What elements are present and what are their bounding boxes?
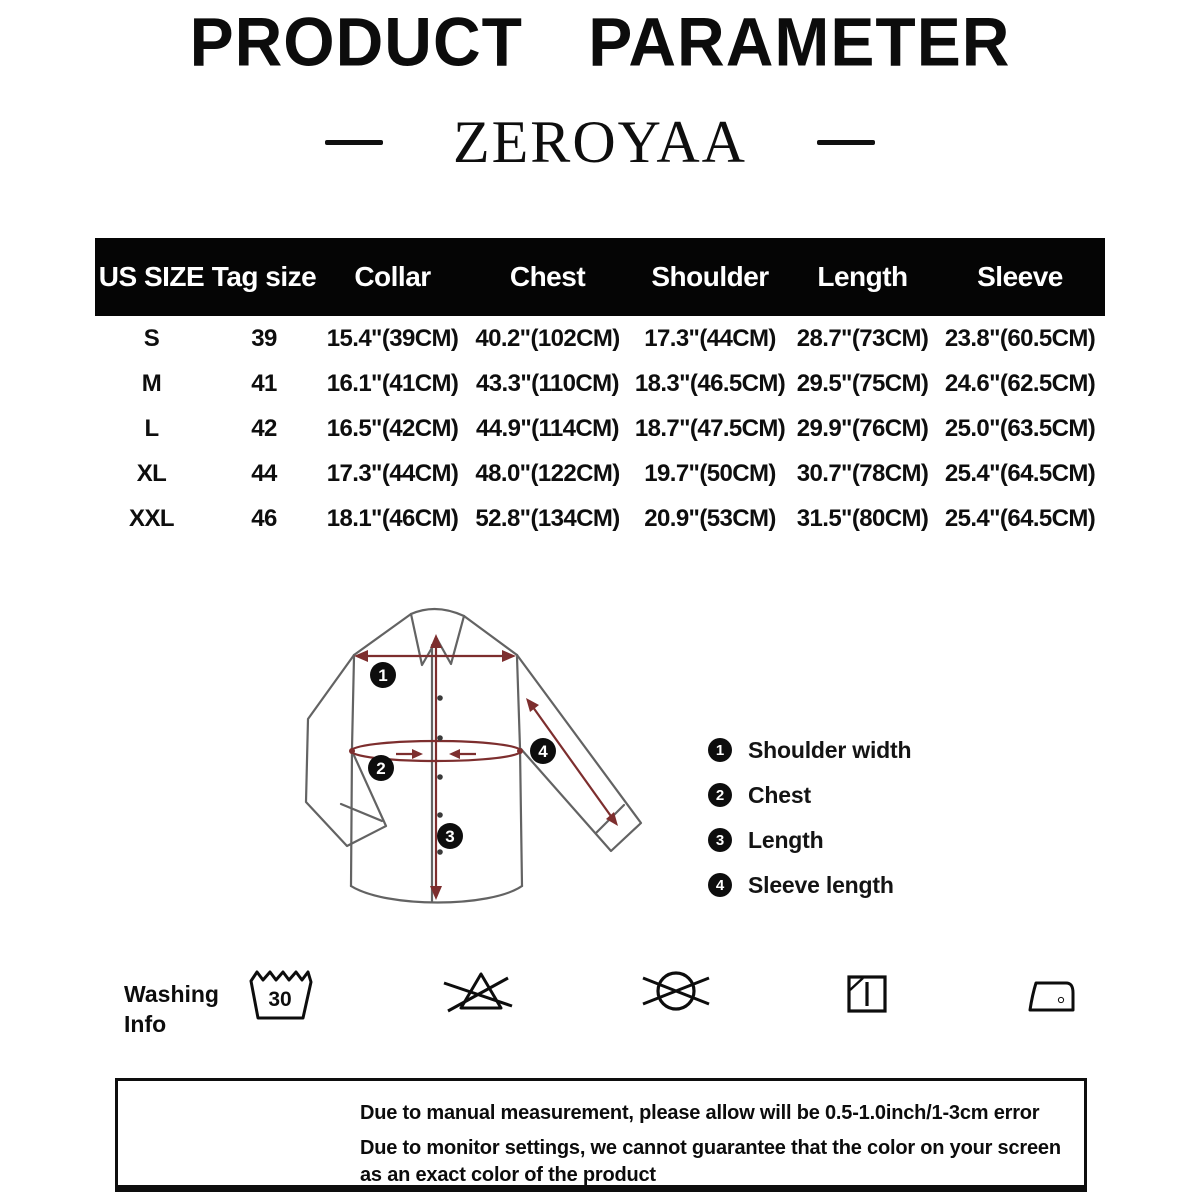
size-cell: 17.3"(44CM) [644,324,776,352]
legend-badge-2: 2 [708,783,732,807]
brand-dash-right-icon [817,140,875,145]
size-cell: 20.9"(53CM) [644,504,776,532]
disclaimer-line-3: as an exact color of the product [360,1164,656,1186]
legend-label: Chest [748,781,811,808]
size-table-header-row [95,238,1105,316]
disclaimer-line-1: Due to manual measurement, please allow will be 0.5-1.0inch/1-3cm error [360,1102,1040,1124]
table-row-xl [95,451,1105,496]
size-cell: 25.0"(63.5CM) [944,414,1096,442]
do-not-bleach-icon [438,966,518,1014]
size-cell: 23.8"(60.5CM) [944,324,1096,352]
column-header-sleeve: Sleeve [935,238,1105,316]
disclaimer-box [115,1078,1087,1192]
brand-name: ZEROYAA [453,109,747,175]
legend-badge-4: 4 [708,873,732,897]
size-cell: 15.4"(39CM) [326,324,459,352]
size-cell: 18.7"(47.5CM) [634,414,786,442]
size-cell: 31.5"(80CM) [796,504,929,532]
measurement-legend [708,738,911,918]
washing-info-label [124,979,219,1039]
column-header-shoulder: Shoulder [630,238,790,316]
size-cell: 29.9"(76CM) [796,414,929,442]
size-cell: 24.6"(62.5CM) [944,369,1096,397]
brand-dash-left-icon [325,140,383,145]
size-cell: 25.4"(64.5CM) [944,459,1096,487]
shirt-outline [306,609,641,903]
size-cell: 17.3"(44CM) [326,459,459,487]
do-not-dry-clean-icon [636,968,716,1014]
legend-label: Length [748,826,824,853]
washing-label-line1: Washing [124,981,219,1007]
legend-badge-3: 3 [708,828,732,852]
size-cell: XXL [129,504,174,532]
size-cell: M [141,369,162,397]
size-cell: S [143,324,160,352]
iron-low-heat-icon [1026,977,1076,1015]
size-cell: 41 [251,369,277,397]
size-cell: 28.7"(73CM) [796,324,929,352]
washing-label-line2: Info [124,1011,167,1037]
legend-item-shoulder-width [708,738,911,762]
legend-label: Shoulder width [748,736,912,763]
marker-3: 3 [445,827,455,846]
column-header-chest: Chest [465,238,630,316]
size-cell: L [144,414,159,442]
disclaimer-line-2: Due to monitor settings, we cannot guarantee that the color on your screen [360,1137,1061,1159]
size-cell: 52.8"(134CM) [475,504,620,532]
size-cell: XL [136,459,167,487]
legend-item-sleeve-length [708,873,911,897]
size-cell: 39 [251,324,277,352]
size-cell: 44.9"(114CM) [476,414,619,442]
size-table [95,238,1105,541]
table-row-m [95,361,1105,406]
column-header-length: Length [790,238,935,316]
size-cell: 29.5"(75CM) [796,369,929,397]
size-cell: 30.7"(78CM) [796,459,929,487]
size-cell: 18.1"(46CM) [326,504,459,532]
page-title: PRODUCT PARAMETER [189,3,1011,80]
shirt-measurement-diagram-icon [278,588,698,933]
legend-label: Sleeve length [748,871,894,898]
wash-temp-label: 30 [268,988,292,1011]
column-header-collar: Collar [320,238,465,316]
size-cell: 46 [251,504,277,532]
column-header-us-size: US SIZE [95,238,208,316]
size-cell: 44 [251,459,277,487]
size-cell: 16.5"(42CM) [326,414,459,442]
marker-1: 1 [378,666,388,685]
size-cell: 48.0"(122CM) [475,459,620,487]
table-row-l [95,406,1105,451]
size-cell: 18.3"(46.5CM) [634,369,786,397]
marker-4: 4 [538,742,548,761]
brand-row [0,109,1200,175]
size-cell: 16.1"(41CM) [326,369,459,397]
marker-2: 2 [376,759,386,778]
column-header-tag-size: Tag size [208,238,320,316]
legend-badge-1: 1 [708,738,732,762]
size-cell: 40.2"(102CM) [475,324,620,352]
size-cell: 43.3"(110CM) [476,369,619,397]
machine-wash-30-icon [246,968,314,1022]
size-cell: 25.4"(64.5CM) [944,504,1096,532]
legend-item-length [708,828,911,852]
size-cell: 19.7"(50CM) [644,459,776,487]
disclaimer-text [118,1081,1084,1189]
size-cell: 42 [251,414,277,442]
drip-dry-icon [846,974,888,1014]
legend-item-chest [708,783,911,807]
table-row-xxl [95,496,1105,541]
table-row-s [95,316,1105,361]
